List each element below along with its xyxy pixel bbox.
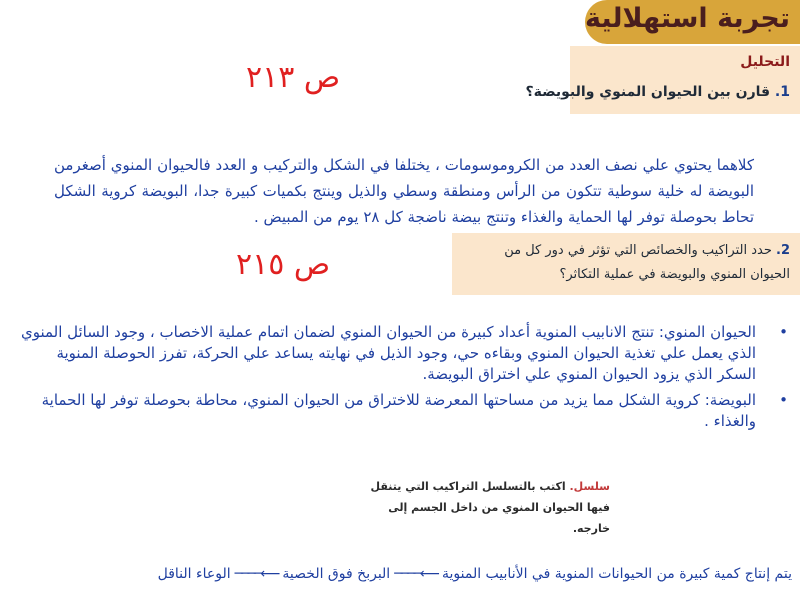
bullet-icon: • <box>779 323 788 341</box>
sequence-question <box>370 476 610 539</box>
question-2-box <box>452 233 800 295</box>
bullet-icon: • <box>779 391 788 409</box>
question-1-label: قارن بين الحيوان المنوي والبويضة؟ <box>525 84 771 100</box>
badge-title: تجربة استهلالية <box>585 3 790 34</box>
question-1-box <box>525 46 800 114</box>
arrow-left-icon: ⟵──── <box>234 566 279 582</box>
sequence-answer <box>158 566 792 582</box>
answer-2-list <box>20 322 790 437</box>
question-1-text <box>525 84 790 100</box>
bullet-text-egg: البويضة: كروية الشكل مما يزيد من مساحتها المعرضة للاختراق من الحيوان المنوي، محاطة بحوصلة توفر لها الحماية والغذاء . <box>41 391 756 430</box>
bullet-text-sperm: الحيوان المنوي: تنتج الانابيب المنوية أعداد كبيرة من الحيوان المنوي لضمان اتمام عملية الاخصاب ، وجود السائل المنوي الذي يعمل علي تغذية الحيوان المنوي وبقاءه حي، وجود الذيل في نهايته يساعد علي الحركة، تفرز الحوصلة المنوية السكر الذي يزود الحيوان المنوي علي اختراق البويضة. <box>20 323 756 383</box>
analysis-heading: التحليل <box>740 54 790 70</box>
sequence-step-1: يتم إنتاج كمية كبيرة من الحيوانات المنوية في الأنابيب المنوية <box>442 566 792 582</box>
sequence-step-3: الوعاء الناقل <box>157 566 231 582</box>
chapter-badge <box>585 0 800 44</box>
arrow-left-icon: ⟵──── <box>394 566 438 582</box>
list-item <box>20 390 790 432</box>
question-2-line-2: الحيوان المنوي والبويضة في عملية التكاثر؟ <box>559 267 790 282</box>
sequence-question-text: اكتب بالتسلسل التراكيب التي يتنقل فيها الحيوان المنوي من داخل الجسم إلى خارجه. <box>370 480 610 535</box>
question-2-text-1: حدد التراكيب والخصائص التي تؤثر في دور كل من <box>504 243 772 258</box>
question-2-number: 2. <box>776 243 790 258</box>
sequence-step-2: البربخ فوق الخصية <box>282 566 391 582</box>
page-reference-1: ص ٢١٣ <box>246 60 341 95</box>
question-1-number: 1. <box>774 84 790 100</box>
list-item <box>20 322 790 385</box>
answer-1-paragraph: كلاهما يحتوي علي نصف العدد من الكروموسومات ، يختلفا في الشكل والتركيب و العدد فالحيوان المنوي أصغرمن البويضة له خلية سوطية تتكون من الرأس ومنطقة وسطي والذيل وينتج بكميات كبيرة جدا، البويضة كروية الشكل تحاط بحوصلة توفر لها الحماية والغذاء وتنتج بيضة ناضجة كل ٢٨ يوم من المبيض . <box>54 156 754 226</box>
question-2-line-1 <box>452 239 790 263</box>
page-reference-2: ص ٢١٥ <box>236 247 331 282</box>
sequence-prefix: سلسل. <box>569 480 610 493</box>
